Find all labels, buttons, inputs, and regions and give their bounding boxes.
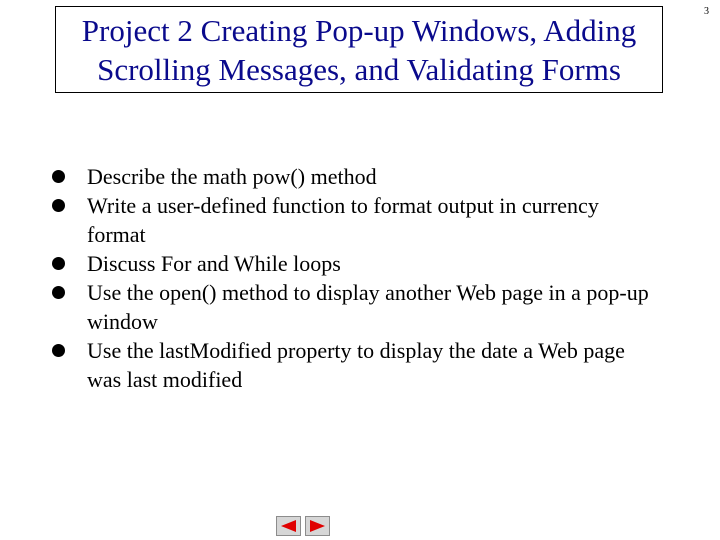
bullet-item (52, 249, 702, 278)
bullet-dot-icon (52, 170, 65, 183)
bullet-item (52, 336, 702, 394)
bullet-dot-icon (52, 286, 65, 299)
bullet-item (52, 162, 702, 191)
next-arrow-icon (308, 519, 327, 533)
bullet-item (52, 191, 702, 249)
previous-slide-button[interactable] (276, 516, 301, 536)
bullet-text-continuation: was last modified (87, 367, 243, 392)
bullet-text-continuation: format (87, 222, 146, 247)
bullet-text: Use the open() method to display another Web page in a pop-up (87, 280, 649, 305)
slide-title-line-2: Scrolling Messages, and Validating Forms (97, 51, 621, 87)
bullet-item (52, 278, 702, 336)
bullet-text: Discuss For and While loops (87, 251, 341, 276)
bullet-dot-icon (52, 344, 65, 357)
bullet-dot-icon (52, 199, 65, 212)
bullet-list (52, 162, 702, 394)
slide-navigation (276, 516, 330, 536)
bullet-text-continuation: window (87, 309, 158, 334)
page-number: 3 (704, 6, 709, 17)
slide-title-line-1: Project 2 Creating Pop-up Windows, Adding (81, 12, 637, 48)
bullet-text: Describe the math pow() method (87, 164, 377, 189)
previous-arrow-icon (279, 519, 298, 533)
next-slide-button[interactable] (305, 516, 330, 536)
bullet-text: Write a user-defined function to format output in currency (87, 193, 599, 218)
bullet-text: Use the lastModified property to display the date a Web page (87, 338, 625, 363)
bullet-dot-icon (52, 257, 65, 270)
slide-title-box (55, 6, 663, 93)
